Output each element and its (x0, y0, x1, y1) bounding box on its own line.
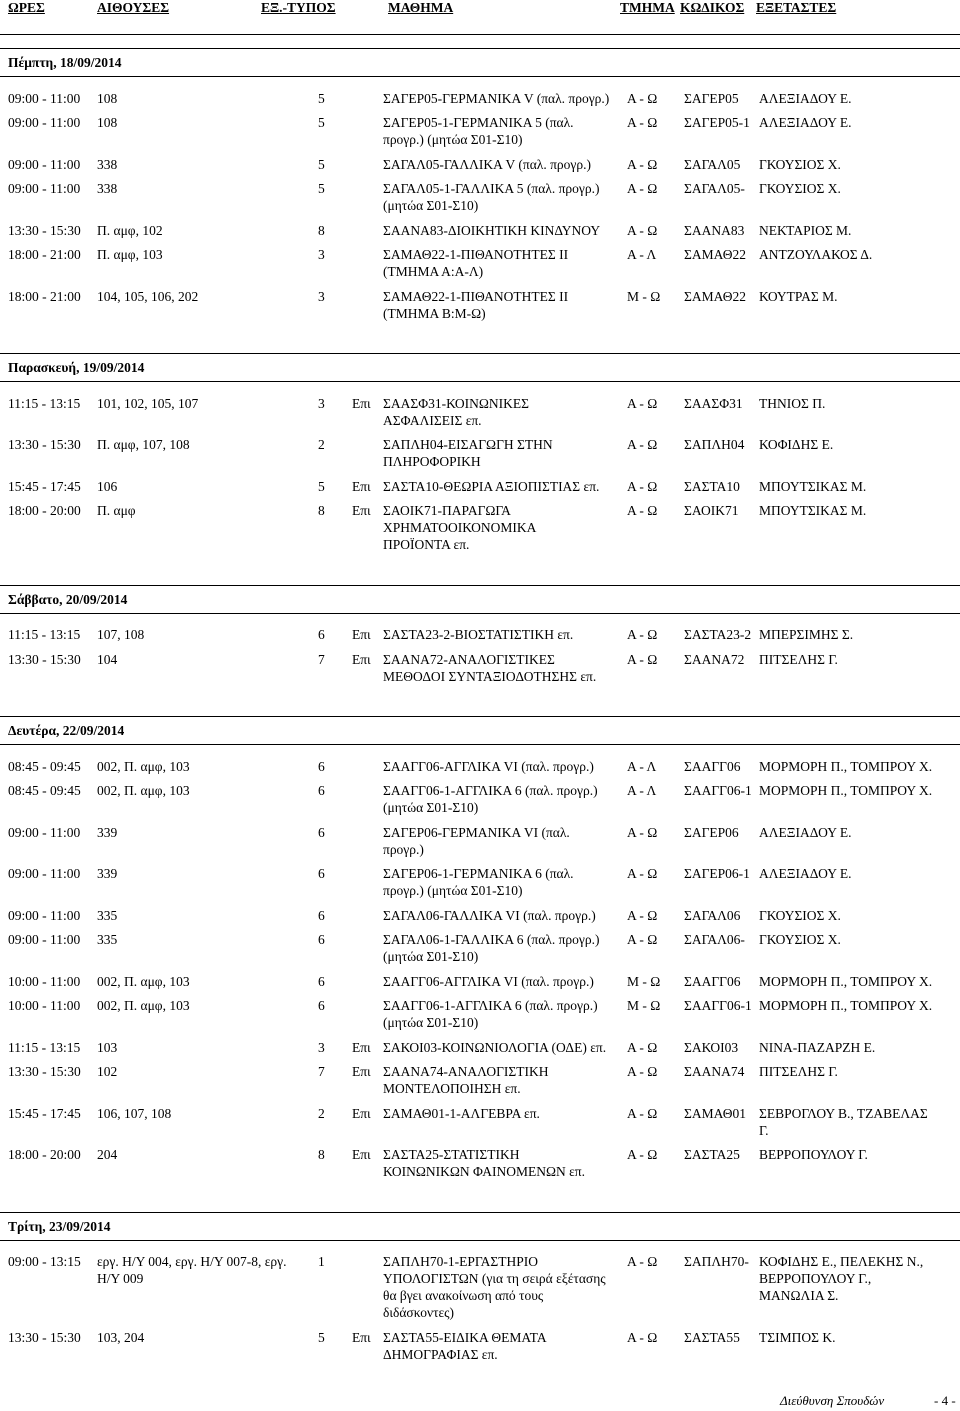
exam-type-cell (352, 931, 383, 965)
header-code: ΚΩΔΙΚΟΣ (680, 0, 745, 15)
course-cell: ΣΑΑΝΑ74-ΑΝΑΛΟΓΙΣΤΙΚΗ ΜΟΝΤΕΛΟΠΟΙΗΣΗ επ. (383, 1064, 549, 1096)
exam-row (0, 502, 960, 561)
time-cell: 08:45 - 09:45 (8, 758, 81, 774)
page-footer (0, 1393, 960, 1409)
exam-row (0, 651, 960, 693)
course-cell: ΣΑΓΑΛ06-ΓΑΛΛΙΚΑ VI (παλ. προγρ.) (383, 907, 596, 923)
exam-row (0, 758, 960, 783)
semester-cell: 5 (318, 115, 325, 130)
day-section (0, 585, 960, 693)
semester-cell: 2 (318, 1105, 325, 1121)
examiners-cell: ΚΟΥΤΡΑΣ Μ. (759, 288, 838, 304)
exam-type-cell (352, 824, 383, 858)
course-cell: ΣΑΠΛΗ04-ΕΙΣΑΓΩΓΗ ΣΤΗΝ ΠΛΗΡΟΦΟΡΙΚΗ (383, 437, 553, 469)
section-cell: Α - Ω (627, 1147, 658, 1162)
examiners-cell: ΜΠΟΥΤΣΙΚΑΣ Μ. (759, 503, 867, 518)
exam-type-cell: Επι (352, 395, 371, 411)
semester-cell: 3 (318, 288, 325, 304)
room-cell: 339 (97, 824, 118, 840)
exam-row (0, 865, 960, 907)
semester-cell: 5 (318, 90, 325, 106)
course-cell: ΣΑΑΓΓ06-1-ΑΓΓΛΙΚΑ 6 (παλ. προγρ.) (μητώα Σ01-Σ10) (383, 783, 598, 815)
exam-row (0, 1146, 960, 1188)
exam-row (0, 90, 960, 115)
examiners-cell: ΑΛΕΞΙΑΔΟΥ Ε. (759, 866, 852, 881)
semester-cell: 3 (318, 1039, 325, 1055)
exam-type-cell: Επι (352, 627, 371, 642)
course-cell: ΣΑΑΓΓ06-1-ΑΓΓΛΙΚΑ 6 (παλ. προγρ.) (μητώα Σ01-Σ10) (383, 998, 598, 1030)
day-section (0, 48, 960, 329)
room-cell: Π. αμφ (97, 503, 136, 518)
room-cell: 103 (97, 1039, 118, 1055)
exam-row (0, 1329, 960, 1371)
time-cell: 10:00 - 11:00 (8, 998, 81, 1013)
semester-cell: 8 (318, 503, 325, 518)
exam-type-cell (352, 180, 383, 214)
header-examiners: ΕΞΕΤΑΣΤΕΣ (756, 0, 837, 15)
course-cell: ΣΑΠΛΗ70-1-ΕΡΓΑΣΤΗΡΙΟ ΥΠΟΛΟΓΙΣΤΩΝ (για τη σειρά εξέτασης θα βγει ανακοίνωση από τους διδάσκοντες) (383, 1254, 606, 1320)
time-cell: 11:15 - 13:15 (8, 395, 81, 411)
room-cell: 339 (97, 866, 118, 881)
semester-cell: 6 (318, 783, 325, 798)
section-cell: Α - Ω (627, 1064, 658, 1079)
course-code-cell: ΣΑΜΑΘ22 (684, 288, 747, 304)
time-cell: 18:00 - 21:00 (8, 288, 81, 304)
section-cell: Α - Ω (627, 627, 658, 642)
course-code-cell: ΣΑΓΕΡ05 (684, 90, 739, 106)
time-cell: 08:45 - 09:45 (8, 783, 81, 798)
course-cell: ΣΑΣΤΑ23-2-ΒΙΟΣΤΑΤΙΣΤΙΚΗ επ. (383, 627, 574, 642)
room-cell: 107, 108 (97, 627, 145, 642)
exam-row (0, 1039, 960, 1064)
section-cell: Α - Ω (627, 824, 658, 840)
semester-cell: 8 (318, 1147, 325, 1162)
room-cell: Π. αμφ, 107, 108 (97, 437, 190, 452)
exam-row (0, 997, 960, 1039)
course-code-cell: ΣΑΑΣΦ31 (684, 395, 743, 411)
semester-cell: 2 (318, 437, 325, 452)
room-cell: 104 (97, 651, 118, 667)
room-cell: 338 (97, 156, 118, 172)
course-code-cell: ΣΑΠΛΗ04 (684, 437, 745, 452)
day-section (0, 353, 960, 561)
semester-cell: 5 (318, 181, 325, 196)
room-cell: 108 (97, 90, 118, 106)
section-cell: Α - Ω (627, 1254, 658, 1269)
course-cell: ΣΑΣΤΑ55-ΕΙΔΙΚΑ ΘΕΜΑΤΑ ΔΗΜΟΓΡΑΦΙΑΣ επ. (383, 1329, 547, 1362)
semester-cell: 6 (318, 824, 325, 840)
examiners-cell: ΜΟΡΜΟΡΗ Π., ΤΟΜΠΡΟΥ Χ. (759, 998, 933, 1013)
examiners-cell: ΑΝΤΖΟΥΛΑΚΟΣ Δ. (759, 247, 873, 262)
semester-cell: 3 (318, 395, 325, 411)
course-cell: ΣΑΓΕΡ05-ΓΕΡΜΑΝΙΚΑ V (παλ. προγρ.) (383, 90, 610, 106)
course-code-cell: ΣΑΓΑΛ06 (684, 907, 741, 923)
course-code-cell: ΣΑΑΝΑ72 (684, 651, 745, 667)
section-cell: Α - Ω (627, 1039, 658, 1055)
section-cell: Α - Ω (627, 1105, 658, 1121)
header-hours: ΩΡΕΣ (8, 0, 45, 15)
exam-type-cell (352, 288, 383, 322)
course-cell: ΣΑΓΕΡ05-1-ΓΕΡΜΑΝΙΚΑ 5 (παλ. προγρ.) (μητώα Σ01-Σ10) (383, 115, 574, 147)
course-code-cell: ΣΑΑΓΓ06-1 (684, 998, 752, 1013)
course-code-cell: ΣΑΣΤΑ25 (684, 1147, 740, 1162)
time-cell: 09:00 - 11:00 (8, 90, 81, 106)
day-title: Σάββατο, 20/09/2014 (0, 585, 960, 614)
course-cell: ΣΑΣΤΑ25-ΣΤΑΤΙΣΤΙΚΗ ΚΟΙΝΩΝΙΚΩΝ ΦΑΙΝΟΜΕΝΩΝ επ. (383, 1147, 585, 1179)
semester-cell: 6 (318, 932, 325, 947)
examiners-cell: ΜΠΟΥΤΣΙΚΑΣ Μ. (759, 478, 867, 494)
section-cell: Α - Ω (627, 395, 658, 411)
course-code-cell: ΣΑΜΑΘ01 (684, 1105, 747, 1121)
semester-cell: 1 (318, 1254, 325, 1269)
room-cell: 103, 204 (97, 1329, 145, 1345)
time-cell: 10:00 - 11:00 (8, 973, 81, 989)
semester-cell: 7 (318, 1064, 325, 1079)
course-cell: ΣΑΑΝΑ72-ΑΝΑΛΟΓΙΣΤΙΚΕΣ ΜΕΘΟΔΟΙ ΣΥΝΤΑΞΙΟΔΟΤΗΣΗΣ επ. (383, 651, 597, 684)
course-cell: ΣΑΜΑΘ22-1-ΠΙΘΑΝΟΤΗΤΕΣ ΙΙ (ΤΜΗΜΑ Β:Μ-Ω) (383, 288, 569, 321)
exam-type-cell: Επι (352, 1039, 371, 1055)
exam-type-cell (352, 973, 383, 990)
room-cell: 204 (97, 1147, 118, 1162)
examiners-cell: ΜΟΡΜΟΡΗ Π., ΤΟΜΠΡΟΥ Χ. (759, 973, 933, 989)
exam-type-cell (352, 222, 383, 239)
exam-row (0, 931, 960, 973)
exam-type-cell: Επι (352, 1064, 371, 1079)
exam-type-cell (352, 436, 383, 470)
course-code-cell: ΣΑΠΛΗ70- (684, 1254, 749, 1269)
course-cell: ΣΑΑΝΑ83-ΔΙΟΙΚΗΤΙΚΗ ΚΙΝΔΥΝΟΥ (383, 222, 601, 238)
examiners-cell: ΣΕΒΡΟΓΛΟΥ Β., ΤΖΑΒΕΛΑΣ Γ. (759, 1105, 928, 1138)
course-cell: ΣΑΑΓΓ06-ΑΓΓΛΙΚΑ VI (παλ. προγρ.) (383, 973, 594, 989)
section-cell: Α - Ω (627, 437, 658, 452)
examiners-cell: ΑΛΕΞΙΑΔΟΥ Ε. (759, 824, 852, 840)
course-cell: ΣΑΚΟΙ03-ΚΟΙΝΩΝΙΟΛΟΓΙΑ (ΟΔΕ) επ. (383, 1039, 607, 1055)
examiners-cell: ΓΚΟΥΣΙΟΣ Χ. (759, 181, 841, 196)
exam-type-cell (352, 114, 383, 148)
course-cell: ΣΑΑΣΦ31-ΚΟΙΝΩΝΙΚΕΣ ΑΣΦΑΛΙΣΕΙΣ επ. (383, 395, 530, 428)
room-cell: 335 (97, 932, 118, 947)
examiners-cell: ΚΟΦΙΔΗΣ Ε., ΠΕΛΕΚΗΣ Ν., ΒΕΡΡΟΠΟΥΛΟΥ Γ., ΜΑΝΩΛΙΑ Σ. (759, 1254, 924, 1303)
semester-cell: 6 (318, 973, 325, 989)
day-title: Παρασκευή, 19/09/2014 (0, 353, 960, 382)
section-cell: Α - Λ (627, 783, 657, 798)
exam-row (0, 973, 960, 998)
course-code-cell: ΣΑΚΟΙ03 (684, 1039, 739, 1055)
room-cell: 101, 102, 105, 107 (97, 395, 199, 411)
semester-cell: 5 (318, 1329, 325, 1345)
course-cell: ΣΑΣΤΑ10-ΘΕΩΡΙΑ ΑΞΙΟΠΙΣΤΙΑΣ επ. (383, 478, 600, 494)
course-code-cell: ΣΑΑΓΓ06-1 (684, 783, 752, 798)
examiners-cell: ΜΟΡΜΟΡΗ Π., ΤΟΜΠΡΟΥ Χ. (759, 783, 933, 798)
room-cell: 002, Π. αμφ, 103 (97, 973, 190, 989)
exam-row (0, 222, 960, 247)
time-cell: 13:30 - 15:30 (8, 437, 81, 452)
semester-cell: 3 (318, 247, 325, 262)
course-code-cell: ΣΑΓΕΡ05-1 (684, 115, 750, 130)
section-cell: Α - Ω (627, 932, 658, 947)
course-cell: ΣΑΓΑΛ05-ΓΑΛΛΙΚΑ V (παλ. προγρ.) (383, 156, 591, 172)
room-cell: 102 (97, 1064, 118, 1079)
column-header-row (0, 0, 960, 17)
examiners-cell: ΓΚΟΥΣΙΟΣ Χ. (759, 156, 841, 172)
day-title: Δευτέρα, 22/09/2014 (0, 716, 960, 745)
time-cell: 09:00 - 11:00 (8, 115, 81, 130)
time-cell: 18:00 - 20:00 (8, 503, 81, 518)
time-cell: 09:00 - 11:00 (8, 824, 81, 840)
exam-type-cell: Επι (352, 651, 371, 667)
exam-type-cell: Επι (352, 1329, 371, 1345)
exam-type-cell (352, 246, 383, 280)
section-cell: Α - Ω (627, 181, 658, 196)
exam-row (0, 114, 960, 156)
time-cell: 09:00 - 11:00 (8, 156, 81, 172)
time-cell: 09:00 - 11:00 (8, 907, 81, 923)
footer-office: Διεύθυνση Σπουδών (780, 1393, 885, 1408)
exam-type-cell (352, 1253, 383, 1321)
time-cell: 09:00 - 11:00 (8, 181, 81, 196)
room-cell: 002, Π. αμφ, 103 (97, 783, 190, 798)
exam-type-cell: Επι (352, 478, 371, 494)
header-course: ΜΑΘΗΜΑ (388, 0, 454, 15)
exam-row (0, 824, 960, 866)
time-cell: 09:00 - 11:00 (8, 866, 81, 881)
course-cell: ΣΑΓΕΡ06-ΓΕΡΜΑΝΙΚΑ VI (παλ. προγρ.) (383, 824, 570, 857)
section-cell: Α - Ω (627, 907, 658, 923)
day-section (0, 716, 960, 1188)
header-divider (0, 34, 960, 35)
semester-cell: 6 (318, 758, 325, 774)
course-code-cell: ΣΑΣΤΑ23-2 (684, 627, 752, 642)
section-cell: Α - Ω (627, 866, 658, 881)
exam-row (0, 1063, 960, 1105)
semester-cell: 5 (318, 156, 325, 172)
course-code-cell: ΣΑΑΝΑ83 (684, 222, 745, 238)
page-number: - 4 - (934, 1393, 956, 1408)
exam-type-cell (352, 782, 383, 816)
course-code-cell: ΣΑΓΑΛ05 (684, 156, 741, 172)
examiners-cell: ΜΠΕΡΣΙΜΗΣ Σ. (759, 627, 854, 642)
section-cell: Α - Ω (627, 115, 658, 130)
course-cell: ΣΑΟΙΚ71-ΠΑΡΑΓΩΓΑ ΧΡΗΜΑΤΟΟΙΚΟΝΟΜΙΚΑ ΠΡΟΪΟΝΤΑ επ. (383, 503, 537, 552)
examiners-cell: ΑΛΕΞΙΑΔΟΥ Ε. (759, 115, 852, 130)
room-cell: 104, 105, 106, 202 (97, 288, 199, 304)
course-code-cell: ΣΑΜΑΘ22 (684, 247, 747, 262)
day-title: Πέμπτη, 18/09/2014 (0, 48, 960, 77)
time-cell: 15:45 - 17:45 (8, 478, 81, 494)
exam-type-cell (352, 758, 383, 775)
course-cell: ΣΑΑΓΓ06-ΑΓΓΛΙΚΑ VI (παλ. προγρ.) (383, 758, 594, 774)
exam-type-cell (352, 865, 383, 899)
examiners-cell: ΠΙΤΣΕΛΗΣ Γ. (759, 651, 838, 667)
exam-type-cell: Επι (352, 1105, 371, 1121)
course-code-cell: ΣΑΑΝΑ74 (684, 1064, 745, 1079)
course-code-cell: ΣΑΓΕΡ06 (684, 824, 739, 840)
examiners-cell: ΝΙΝΑ-ΠΑΖΑΡΖΗ Ε. (759, 1039, 876, 1055)
examiners-cell: ΝΕΚΤΑΡΙΟΣ Μ. (759, 222, 852, 238)
day-title: Τρίτη, 23/09/2014 (0, 1212, 960, 1241)
course-code-cell: ΣΑΓΑΛ06- (684, 932, 745, 947)
course-code-cell: ΣΑΣΤΑ55 (684, 1329, 740, 1345)
header-exam-type: ΕΞ.-ΤΥΠΟΣ (261, 0, 336, 15)
room-cell: 106, 107, 108 (97, 1105, 172, 1121)
examiners-cell: ΤΗΝΙΟΣ Π. (759, 395, 826, 411)
room-cell: Π. αμφ, 103 (97, 247, 163, 262)
examiners-cell: ΚΟΦΙΔΗΣ Ε. (759, 437, 834, 452)
exam-row (0, 626, 960, 651)
room-cell: εργ. Η/Υ 004, εργ. Η/Υ 007-8, εργ. Η/Υ 009 (97, 1254, 287, 1286)
course-code-cell: ΣΑΑΓΓ06 (684, 973, 741, 989)
course-cell: ΣΑΜΑΘ01-1-ΑΛΓΕΒΡΑ επ. (383, 1105, 540, 1121)
section-cell: Α - Ω (627, 90, 658, 106)
time-cell: 13:30 - 15:30 (8, 1064, 81, 1079)
semester-cell: 7 (318, 651, 325, 667)
semester-cell: 8 (318, 222, 325, 238)
exam-row (0, 907, 960, 932)
semester-cell: 6 (318, 866, 325, 881)
course-code-cell: ΣΑΑΓΓ06 (684, 758, 741, 774)
examiners-cell: ΒΕΡΡΟΠΟΥΛΟΥ Γ. (759, 1147, 868, 1162)
time-cell: 11:15 - 13:15 (8, 1039, 81, 1055)
course-code-cell: ΣΑΣΤΑ10 (684, 478, 740, 494)
exam-type-cell (352, 156, 383, 173)
semester-cell: 6 (318, 907, 325, 923)
section-cell: Α - Λ (627, 247, 657, 262)
time-cell: 13:30 - 15:30 (8, 222, 81, 238)
examiners-cell: ΓΚΟΥΣΙΟΣ Χ. (759, 907, 841, 923)
room-cell: 106 (97, 478, 118, 494)
exam-row (0, 395, 960, 437)
course-code-cell: ΣΑΟΙΚ71 (684, 503, 739, 518)
section-cell: Μ - Ω (627, 973, 661, 989)
section-cell: Α - Ω (627, 503, 658, 518)
exam-row (0, 246, 960, 288)
room-cell: 002, Π. αμφ, 103 (97, 998, 190, 1013)
section-cell: Α - Ω (627, 156, 658, 172)
section-cell: Α - Ω (627, 1329, 658, 1345)
exam-row (0, 156, 960, 181)
time-cell: 18:00 - 20:00 (8, 1147, 81, 1162)
time-cell: 13:30 - 15:30 (8, 651, 81, 667)
time-cell: 18:00 - 21:00 (8, 247, 81, 262)
room-cell: 108 (97, 115, 118, 130)
time-cell: 13:30 - 15:30 (8, 1329, 81, 1345)
exam-type-cell: Επι (352, 503, 371, 518)
time-cell: 11:15 - 13:15 (8, 627, 81, 642)
course-code-cell: ΣΑΓΑΛ05- (684, 181, 745, 196)
examiners-cell: ΑΛΕΞΙΑΔΟΥ Ε. (759, 90, 852, 106)
header-rooms: ΑΙΘΟΥΣΕΣ (97, 0, 170, 15)
room-cell: 335 (97, 907, 118, 923)
course-cell: ΣΑΓΕΡ06-1-ΓΕΡΜΑΝΙΚΑ 6 (παλ. προγρ.) (μητώα Σ01-Σ10) (383, 866, 574, 898)
semester-cell: 6 (318, 998, 325, 1013)
exam-row (0, 1253, 960, 1329)
examiners-cell: ΜΟΡΜΟΡΗ Π., ΤΟΜΠΡΟΥ Χ. (759, 758, 933, 774)
exam-schedule (0, 48, 960, 1370)
exam-row (0, 288, 960, 330)
time-cell: 15:45 - 17:45 (8, 1105, 81, 1121)
exam-row (0, 436, 960, 478)
section-cell: Α - Ω (627, 651, 658, 667)
course-cell: ΣΑΓΑΛ05-1-ΓΑΛΛΙΚΑ 5 (παλ. προγρ.) (μητώα Σ01-Σ10) (383, 181, 600, 213)
exam-type-cell (352, 90, 383, 107)
exam-type-cell (352, 907, 383, 924)
course-cell: ΣΑΜΑΘ22-1-ΠΙΘΑΝΟΤΗΤΕΣ ΙΙ (ΤΜΗΜΑ Α:Α-Λ) (383, 247, 569, 279)
room-cell: 002, Π. αμφ, 103 (97, 758, 190, 774)
exam-row (0, 180, 960, 222)
examiners-cell: ΠΙΤΣΕΛΗΣ Γ. (759, 1064, 838, 1079)
room-cell: Π. αμφ, 102 (97, 222, 163, 238)
day-section (0, 1212, 960, 1371)
section-cell: Α - Ω (627, 478, 658, 494)
exam-type-cell (352, 997, 383, 1031)
semester-cell: 6 (318, 627, 325, 642)
examiners-cell: ΤΣΙΜΠΟΣ Κ. (759, 1329, 836, 1345)
course-cell: ΣΑΓΑΛ06-1-ΓΑΛΛΙΚΑ 6 (παλ. προγρ.) (μητώα Σ01-Σ10) (383, 932, 600, 964)
semester-cell: 5 (318, 478, 325, 494)
time-cell: 09:00 - 13:15 (8, 1254, 81, 1269)
exam-row (0, 782, 960, 824)
examiners-cell: ΓΚΟΥΣΙΟΣ Χ. (759, 932, 841, 947)
exam-type-cell: Επι (352, 1147, 371, 1162)
exam-row (0, 1105, 960, 1147)
exam-row (0, 478, 960, 503)
time-cell: 09:00 - 11:00 (8, 932, 81, 947)
course-code-cell: ΣΑΓΕΡ06-1 (684, 866, 750, 881)
section-cell: Μ - Ω (627, 288, 661, 304)
section-cell: Μ - Ω (627, 998, 661, 1013)
room-cell: 338 (97, 181, 118, 196)
section-cell: Α - Λ (627, 758, 657, 774)
header-section: ΤΜΗΜΑ (620, 0, 675, 15)
section-cell: Α - Ω (627, 222, 658, 238)
